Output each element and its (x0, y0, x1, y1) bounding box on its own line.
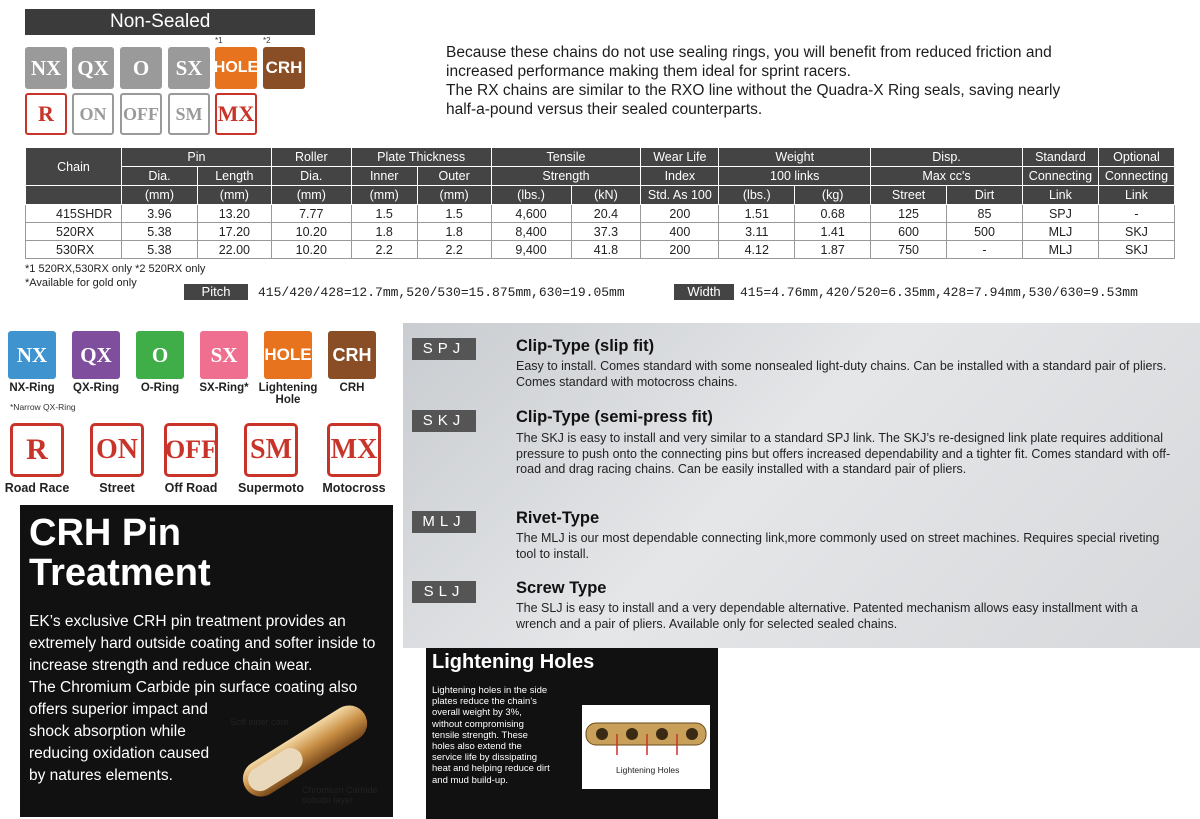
crh-badge: CRH (263, 47, 305, 89)
table-cell: SPJ (1022, 205, 1098, 223)
intro-text (446, 43, 1146, 119)
crh-line: by natures elements. (29, 767, 173, 784)
sub-header: Connecting (1022, 167, 1098, 186)
qx-ring-icon: QX (72, 331, 120, 379)
chain-pin (686, 728, 698, 740)
unit-header: (kg) (795, 186, 871, 205)
table-cell: 200 (641, 241, 719, 259)
crh-title-line: Treatment (29, 552, 211, 594)
unit-header (26, 186, 122, 205)
lightening-line: holes also extend the (432, 741, 522, 753)
col-header-tensile: Tensile (491, 148, 641, 167)
intro-line: Because these chains do not use sealing rings, you will benefit from reduced friction and (446, 44, 1052, 61)
table-cell: 5.38 (121, 241, 197, 259)
supermoto-badge: SM (168, 93, 210, 135)
table-cell: 4.12 (719, 241, 795, 259)
link-title-slj: Screw Type (516, 579, 607, 597)
intro-line: The RX chains are similar to the RXO line without the Quadra-X Ring seals, saving nearly (446, 82, 1061, 99)
unit-header: (kN) (571, 186, 641, 205)
motocross-icon: MX (327, 423, 381, 477)
col-header-plate: Plate Thickness (351, 148, 491, 167)
crh-title (29, 513, 211, 593)
nx-badge: NX (25, 47, 67, 89)
table-cell: 1.41 (795, 223, 871, 241)
crh-panel (20, 505, 393, 817)
off-road-icon: OFF (164, 423, 218, 477)
link-title-spj: Clip-Type (slip fit) (516, 337, 655, 355)
col-header-optional: Optional (1098, 148, 1174, 167)
note-marker-2: *2 (263, 36, 271, 45)
col-header-disp: Disp. (871, 148, 1023, 167)
unit-header: Street (871, 186, 947, 205)
unit-header: (mm) (271, 186, 351, 205)
lightening-body (432, 685, 577, 786)
chain-image (582, 705, 710, 789)
table-cell: SKJ (1098, 223, 1174, 241)
table-cell: 1.5 (417, 205, 491, 223)
unit-header: Link (1022, 186, 1098, 205)
table-cell: 500 (947, 223, 1023, 241)
legend-caption: QX-Ring (73, 382, 119, 394)
chain-pin (596, 728, 608, 740)
link-title-skj: Clip-Type (semi-press fit) (516, 408, 713, 426)
table-cell: 125 (871, 205, 947, 223)
table-cell: 8,400 (491, 223, 571, 241)
table-cell: 2.2 (417, 241, 491, 259)
table-cell: 200 (641, 205, 719, 223)
off-road-badge: OFF (120, 93, 162, 135)
sx-ring-icon: SX (200, 331, 248, 379)
lightening-line: plates reduce the chain’s (432, 696, 537, 708)
table-cell: 5.38 (121, 223, 197, 241)
supermoto-icon: SM (244, 423, 298, 477)
table-cell: 85 (947, 205, 1023, 223)
crh-line: EK’s exclusive CRH pin treatment provides an (29, 613, 346, 630)
crh-line: offers superior impact and (29, 701, 208, 718)
section-header: Non-Sealed (25, 9, 315, 35)
sub-header: Dia. (271, 167, 351, 186)
crh-pin-illustration (220, 695, 390, 807)
motocross-badge: MX (215, 93, 257, 135)
riding-caption: Street (99, 481, 135, 495)
spec-table-body (26, 205, 1175, 259)
unit-header: (mm) (121, 186, 197, 205)
table-cell: 9,400 (491, 241, 571, 259)
intro-line: half-a-pound versus their sealed counterparts. (446, 101, 763, 118)
link-desc-spj: Easy to install. Comes standard with some nonsealed light-duty chains. Can be installed with a standard pair of pliers. Comes standard with motocross chains. (516, 359, 1167, 389)
footnote-2: *Available for gold only (25, 277, 137, 289)
o-ring-icon: O (136, 331, 184, 379)
intro-line: increased performance making them ideal for sprint racers. (446, 63, 851, 80)
sub-header: Length (197, 167, 271, 186)
core-label: Soft inner core (230, 717, 289, 727)
table-cell: 3.11 (719, 223, 795, 241)
riding-caption: Road Race (4, 481, 70, 495)
connecting-links-panel (403, 323, 1200, 648)
pitch-label: Pitch (184, 284, 248, 300)
table-cell: 20.4 (571, 205, 641, 223)
col-header-standard: Standard (1022, 148, 1098, 167)
table-cell: 7.77 (271, 205, 351, 223)
col-header-weight: Weight (719, 148, 871, 167)
table-row (26, 241, 1175, 259)
unit-header: Link (1098, 186, 1174, 205)
table-cell: - (1098, 205, 1174, 223)
lightening-line: service life by dissipating (432, 752, 538, 764)
unit-header: Std. As 100 (641, 186, 719, 205)
table-cell: 1.87 (795, 241, 871, 259)
nx-ring-icon: NX (8, 331, 56, 379)
lightening-title: Lightening Holes (432, 651, 595, 673)
chain-illustration (582, 705, 710, 789)
sub-header: Dia. (121, 167, 197, 186)
street-icon: ON (90, 423, 144, 477)
code-tag-mlj: MLJ (412, 511, 476, 533)
chain-pin (626, 728, 638, 740)
sub-header: Inner (351, 167, 417, 186)
legend-caption: NX-Ring (9, 382, 55, 394)
table-cell: 22.00 (197, 241, 271, 259)
legend-caption-line: Hole (275, 394, 301, 406)
unit-header: Dirt (947, 186, 1023, 205)
code-tag-skj: SKJ (412, 410, 476, 432)
crh-icon: CRH (328, 331, 376, 379)
table-row (26, 223, 1175, 241)
col-header-chain: Chain (26, 148, 122, 186)
chain-pin (656, 728, 668, 740)
table-cell: - (947, 241, 1023, 259)
unit-header: (lbs.) (491, 186, 571, 205)
code-tag-spj: SPJ (412, 338, 476, 360)
crh-line: extremely hard outside coating and softer inside to (29, 635, 376, 652)
table-cell: 3.96 (121, 205, 197, 223)
sub-header: Index (641, 167, 719, 186)
chain-image-label: Lightening Holes (616, 765, 680, 775)
width-label: Width (674, 284, 734, 300)
lightening-line: without compromising (432, 718, 524, 730)
sub-header: Connecting (1098, 167, 1174, 186)
sub-header: Strength (491, 167, 641, 186)
table-cell: MLJ (1022, 223, 1098, 241)
hole-badge: HOLE (215, 47, 257, 89)
crh-line: increase strength and reduce chain wear. (29, 657, 313, 674)
legend-caption: O-Ring (140, 382, 180, 394)
table-cell: 750 (871, 241, 947, 259)
link-desc-slj: The SLJ is easy to install and a very dependable alternative. Patented mechanism allows easy installment with a wrench and a pair of pliers. Available only for selected sealed chains. (516, 601, 1138, 631)
table-cell: 415SHDR (26, 205, 122, 223)
qx-badge: QX (72, 47, 114, 89)
link-title-mlj: Rivet-Type (516, 509, 600, 527)
lightening-line: Lightening holes in the side (432, 685, 548, 696)
road-race-icon: R (10, 423, 64, 477)
spec-table (25, 147, 1175, 259)
legend-caption: SX-Ring* (199, 382, 249, 394)
table-cell: 0.68 (795, 205, 871, 223)
sub-header: Outer (417, 167, 491, 186)
riding-caption: Off Road (164, 481, 218, 495)
table-cell: 37.3 (571, 223, 641, 241)
sx-badge: SX (168, 47, 210, 89)
unit-header: (mm) (197, 186, 271, 205)
col-header-wear: Wear Life (641, 148, 719, 167)
col-header-roller: Roller (271, 148, 351, 167)
note-marker-1: *1 (215, 36, 223, 45)
unit-header: (mm) (417, 186, 491, 205)
link-desc-mlj: The MLJ is our most dependable connecting link,more commonly used on street machines. Requires special riveting tool to install. (516, 531, 1160, 561)
table-cell: 10.20 (271, 223, 351, 241)
sub-header: 100 links (719, 167, 871, 186)
crh-line: The Chromium Carbide pin surface coating also (29, 679, 358, 696)
legend-caption: CRH (339, 382, 365, 394)
riding-caption: Supermoto (238, 481, 304, 495)
outer-label-1: Chromium Carbide (302, 785, 378, 795)
table-row (26, 205, 1175, 223)
table-cell: 600 (871, 223, 947, 241)
crh-line: shock absorption while (29, 723, 186, 740)
table-cell: 1.51 (719, 205, 795, 223)
col-header-pin: Pin (121, 148, 271, 167)
road-race-badge: R (25, 93, 67, 135)
table-cell: 530RX (26, 241, 122, 259)
table-cell: 13.20 (197, 205, 271, 223)
lightening-line: heat and helping reduce dirt (432, 763, 550, 775)
lightening-line: tensile strength. These (432, 729, 528, 741)
street-badge: ON (72, 93, 114, 135)
o-ring-badge: O (120, 47, 162, 89)
code-tag-slj: SLJ (412, 581, 476, 603)
link-desc-skj: The SKJ is easy to install and very similar to a standard SPJ link. The SKJ’s re-designed link plate requires additional pressure to push onto the connecting pins but offers increased dependability and a tighter fit. Comes standard with off-road and drag racing chains. Can be easily installed with a standard pair of pliers. (516, 431, 1171, 476)
footnote-1: *1 520RX,530RX only *2 520RX only (25, 263, 206, 275)
lightening-line: and mud build-up. (432, 774, 509, 786)
pitch-value: 415/420/428=12.7mm,520/530=15.875mm,630=19.05mm (258, 285, 625, 300)
riding-caption: Motocross (322, 481, 386, 495)
table-cell: 1.8 (351, 223, 417, 241)
table-cell: SKJ (1098, 241, 1174, 259)
unit-header: (lbs.) (719, 186, 795, 205)
legend-caption-line: Lightening (258, 382, 318, 394)
table-cell: 520RX (26, 223, 122, 241)
table-cell: 4,600 (491, 205, 571, 223)
lightening-holes-panel (426, 648, 718, 819)
legend-note: *Narrow QX-Ring (10, 402, 76, 412)
table-cell: 10.20 (271, 241, 351, 259)
table-cell: 1.8 (417, 223, 491, 241)
table-cell: MLJ (1022, 241, 1098, 259)
table-cell: 17.20 (197, 223, 271, 241)
table-cell: 2.2 (351, 241, 417, 259)
lightening-line: overall weight by 3%, (432, 707, 522, 719)
table-cell: 400 (641, 223, 719, 241)
table-cell: 1.5 (351, 205, 417, 223)
table-cell: 41.8 (571, 241, 641, 259)
sub-header: Max cc's (871, 167, 1023, 186)
lightening-hole-icon: HOLE (264, 331, 312, 379)
crh-line: reducing oxidation caused (29, 745, 210, 762)
crh-title-line: CRH Pin (29, 512, 181, 554)
width-value: 415=4.76mm,420/520=6.35mm,428=7.94mm,530/630=9.53mm (740, 285, 1138, 300)
unit-header: (mm) (351, 186, 417, 205)
outer-label-2: outside layer (302, 795, 354, 805)
